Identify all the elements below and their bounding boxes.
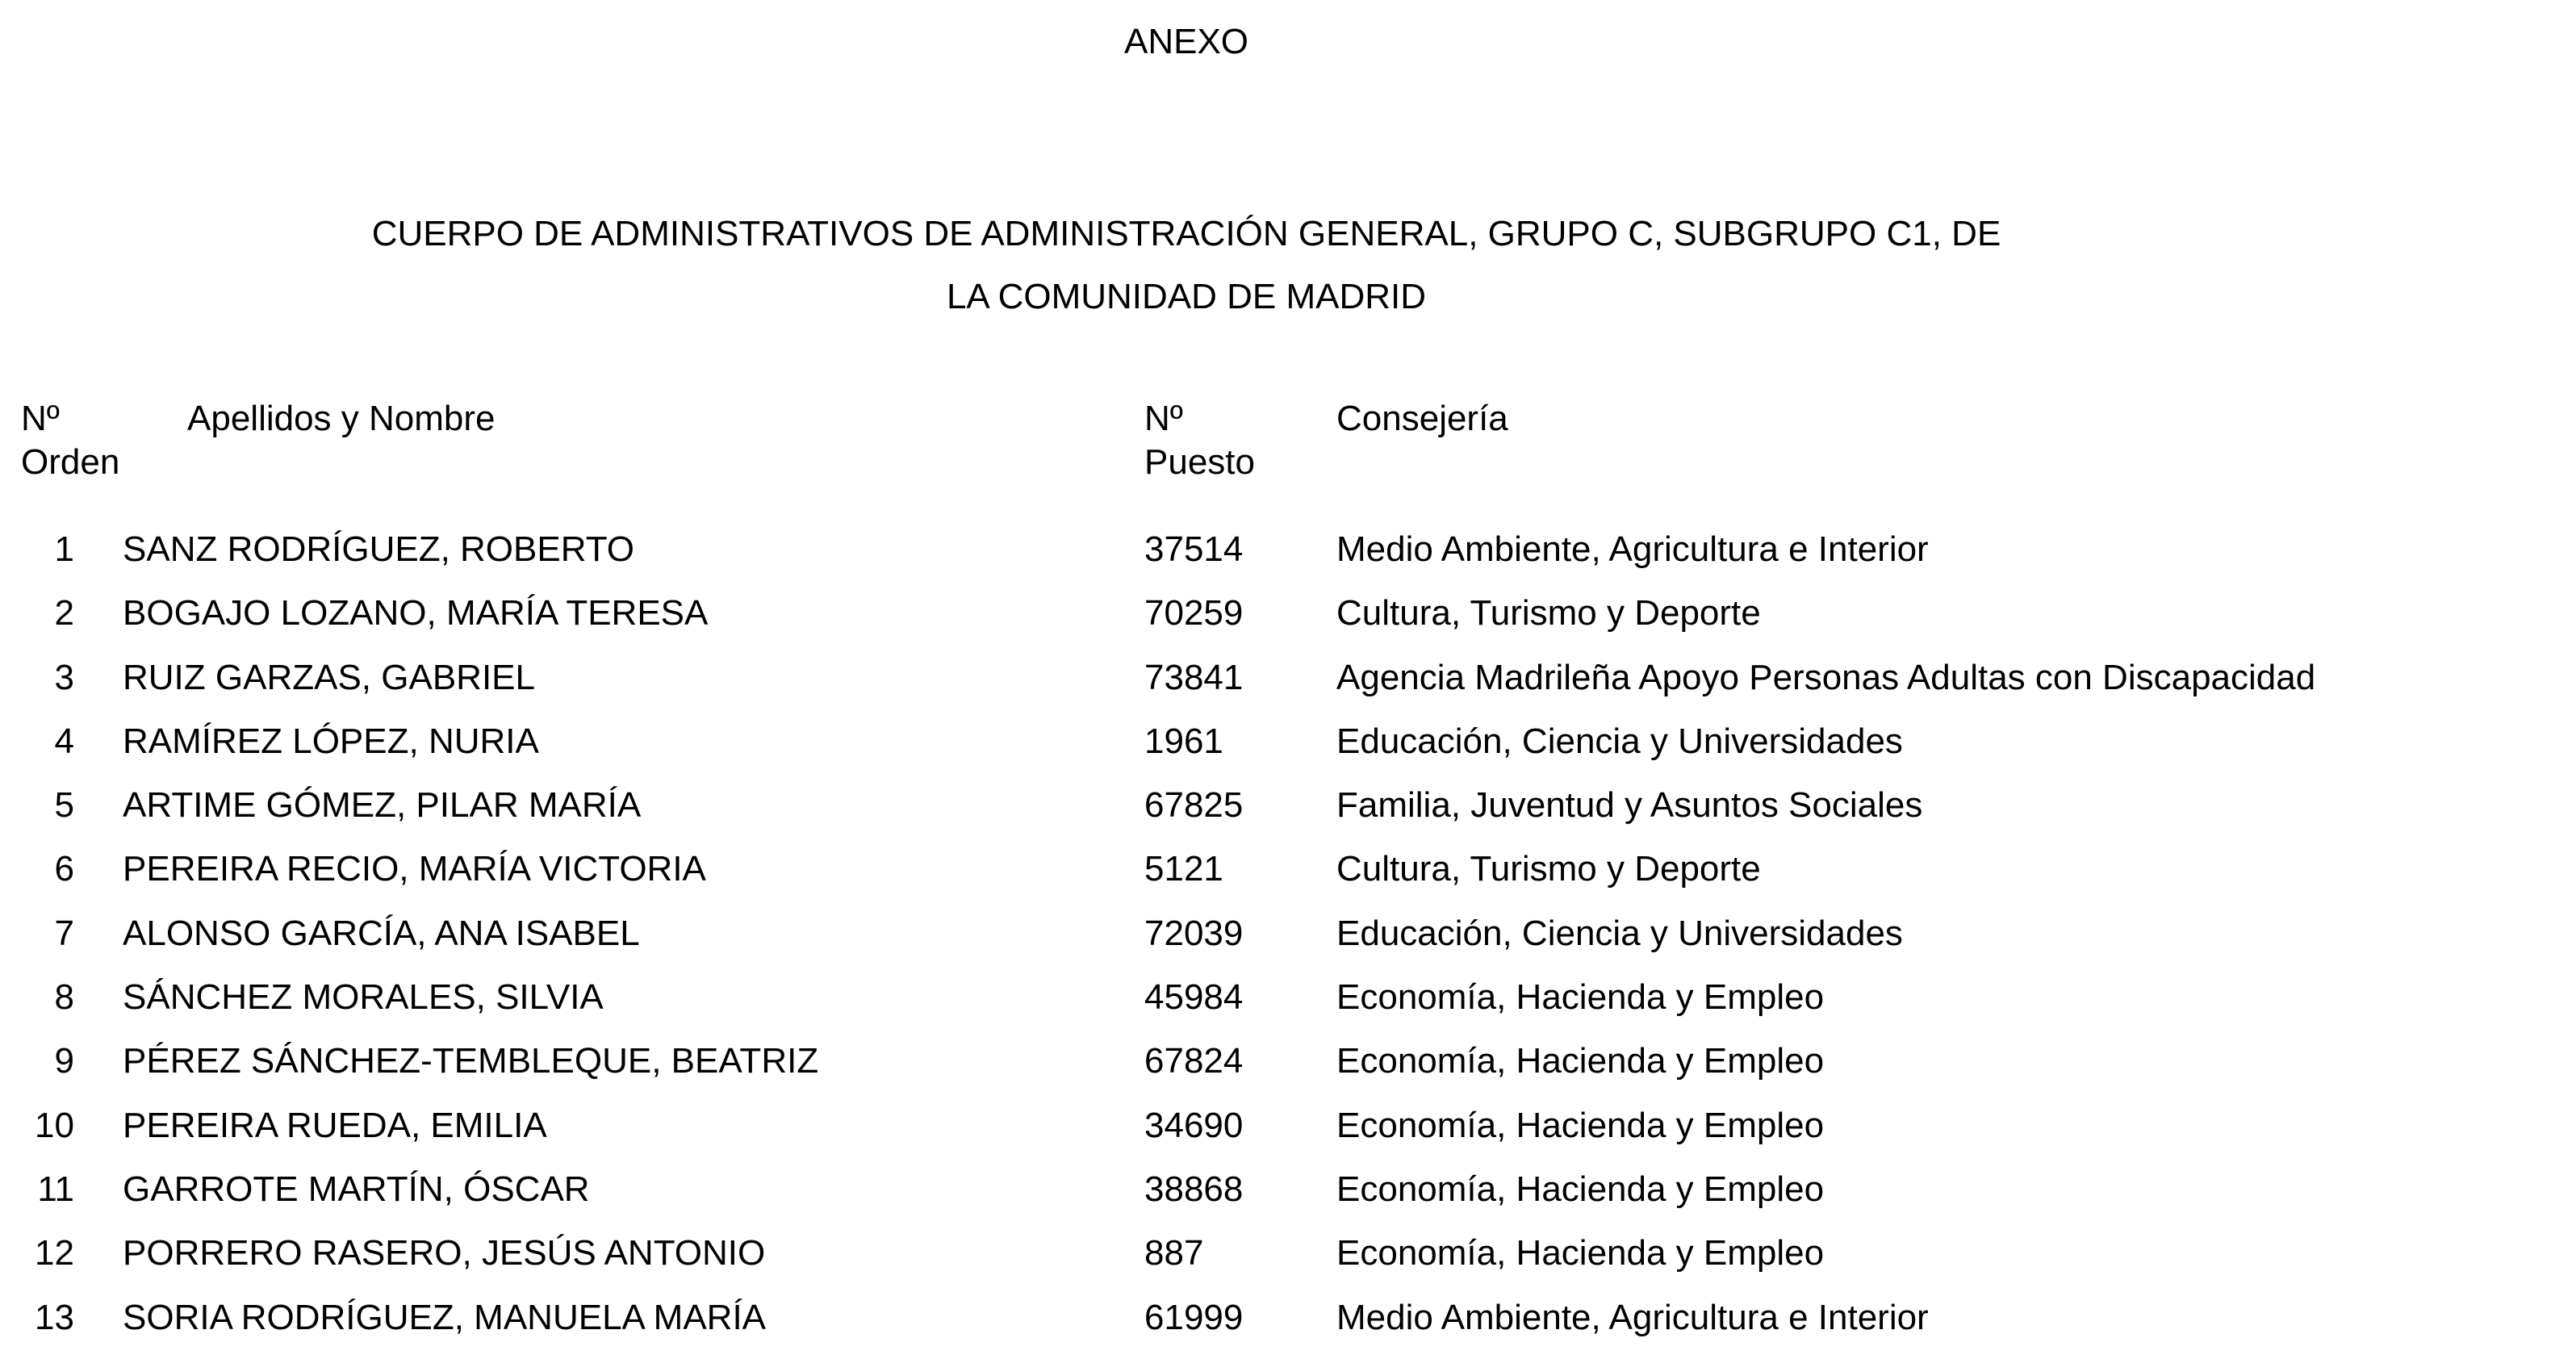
row-order: 13 [35,1297,74,1337]
row-name: PORRERO RASERO, JESÚS ANTONIO [123,1233,766,1273]
row-post: 61999 [1144,1297,1244,1337]
header-post-line-2: Puesto [1144,442,1255,482]
row-department: Economía, Hacienda y Empleo [1336,977,1825,1018]
row-name: ARTIME GÓMEZ, PILAR MARÍA [123,785,642,826]
row-order: 11 [37,1169,74,1209]
row-post: 5121 [1144,849,1223,889]
row-department: Agencia Madrileña Apoyo Personas Adultas con Discapacidad [1336,657,2316,697]
row-order: 2 [54,593,74,634]
header-post [1144,397,1255,484]
row-department: Familia, Juventud y Asuntos Sociales [1336,785,1923,826]
row-name: GARROTE MARTÍN, ÓSCAR [123,1169,590,1209]
row-order: 7 [54,913,74,953]
row-post: 37514 [1144,529,1244,569]
row-name: SANZ RODRÍGUEZ, ROBERTO [123,529,635,569]
table-row [0,971,2576,1035]
row-department: Cultura, Turismo y Deporte [1336,849,1761,889]
row-department: Economía, Hacienda y Empleo [1336,1233,1825,1273]
table-row [0,1035,2576,1098]
table-row [0,907,2576,971]
row-order: 6 [54,849,74,889]
row-order: 5 [54,785,74,826]
row-name: SÁNCHEZ MORALES, SILVIA [123,977,604,1018]
row-post: 67825 [1144,785,1244,826]
row-name: RUIZ GARZAS, GABRIEL [123,657,535,697]
row-name: RAMÍREZ LÓPEZ, NURIA [123,721,539,761]
header-order-line-2: Orden [21,442,120,482]
row-department: Educación, Ciencia y Universidades [1336,721,1903,761]
row-order: 4 [54,721,74,761]
row-department: Educación, Ciencia y Universidades [1336,913,1903,953]
row-department: Medio Ambiente, Agricultura e Interior [1336,529,1929,569]
row-post: 73841 [1144,657,1244,697]
header-order [21,397,119,484]
table-row [0,779,2576,843]
document-title-line-2: LA COMUNIDAD DE MADRID [946,277,1427,316]
table-row [0,1163,2576,1227]
row-department: Economía, Hacienda y Empleo [1336,1105,1825,1145]
header-name: Apellidos y Nombre [187,399,496,438]
row-name: PÉREZ SÁNCHEZ-TEMBLEQUE, BEATRIZ [123,1041,819,1081]
row-post: 70259 [1144,593,1244,634]
table-row [0,651,2576,715]
row-order: 10 [35,1105,74,1145]
row-post: 887 [1144,1233,1204,1273]
header-department: Consejería [1336,399,1508,438]
table-row [0,715,2576,779]
table-row [0,1227,2576,1290]
row-order: 1 [54,529,74,569]
row-name: BOGAJO LOZANO, MARÍA TERESA [123,593,709,634]
row-name: PEREIRA RECIO, MARÍA VICTORIA [123,849,706,889]
table-row [0,1291,2576,1355]
row-order: 8 [54,977,74,1018]
row-department: Cultura, Turismo y Deporte [1336,593,1761,634]
annex-title: ANEXO [1123,22,1249,61]
row-order: 9 [54,1041,74,1081]
row-post: 1961 [1144,721,1223,761]
row-order: 3 [54,657,74,697]
row-name: ALONSO GARCÍA, ANA ISABEL [123,913,640,953]
row-post: 72039 [1144,913,1244,953]
row-department: Economía, Hacienda y Empleo [1336,1169,1825,1209]
row-department: Medio Ambiente, Agricultura e Interior [1336,1297,1929,1337]
row-name: SORIA RODRÍGUEZ, MANUELA MARÍA [123,1297,767,1337]
row-post: 45984 [1144,977,1244,1018]
row-name: PEREIRA RUEDA, EMILIA [123,1105,547,1145]
table-row [0,587,2576,650]
row-post: 38868 [1144,1169,1244,1209]
table-row [0,523,2576,587]
header-order-line-1: Nº [21,399,60,438]
row-post: 34690 [1144,1105,1244,1145]
table-body [0,523,2576,1355]
header-post-line-1: Nº [1144,399,1183,438]
row-post: 67824 [1144,1041,1244,1081]
document-title-line-1: CUERPO DE ADMINISTRATIVOS DE ADMINISTRACIÓN GENERAL, GRUPO C, SUBGRUPO C1, DE [371,214,2001,253]
row-department: Economía, Hacienda y Empleo [1336,1041,1825,1081]
table-row [0,1099,2576,1163]
row-order: 12 [35,1233,74,1273]
table-row [0,843,2576,906]
